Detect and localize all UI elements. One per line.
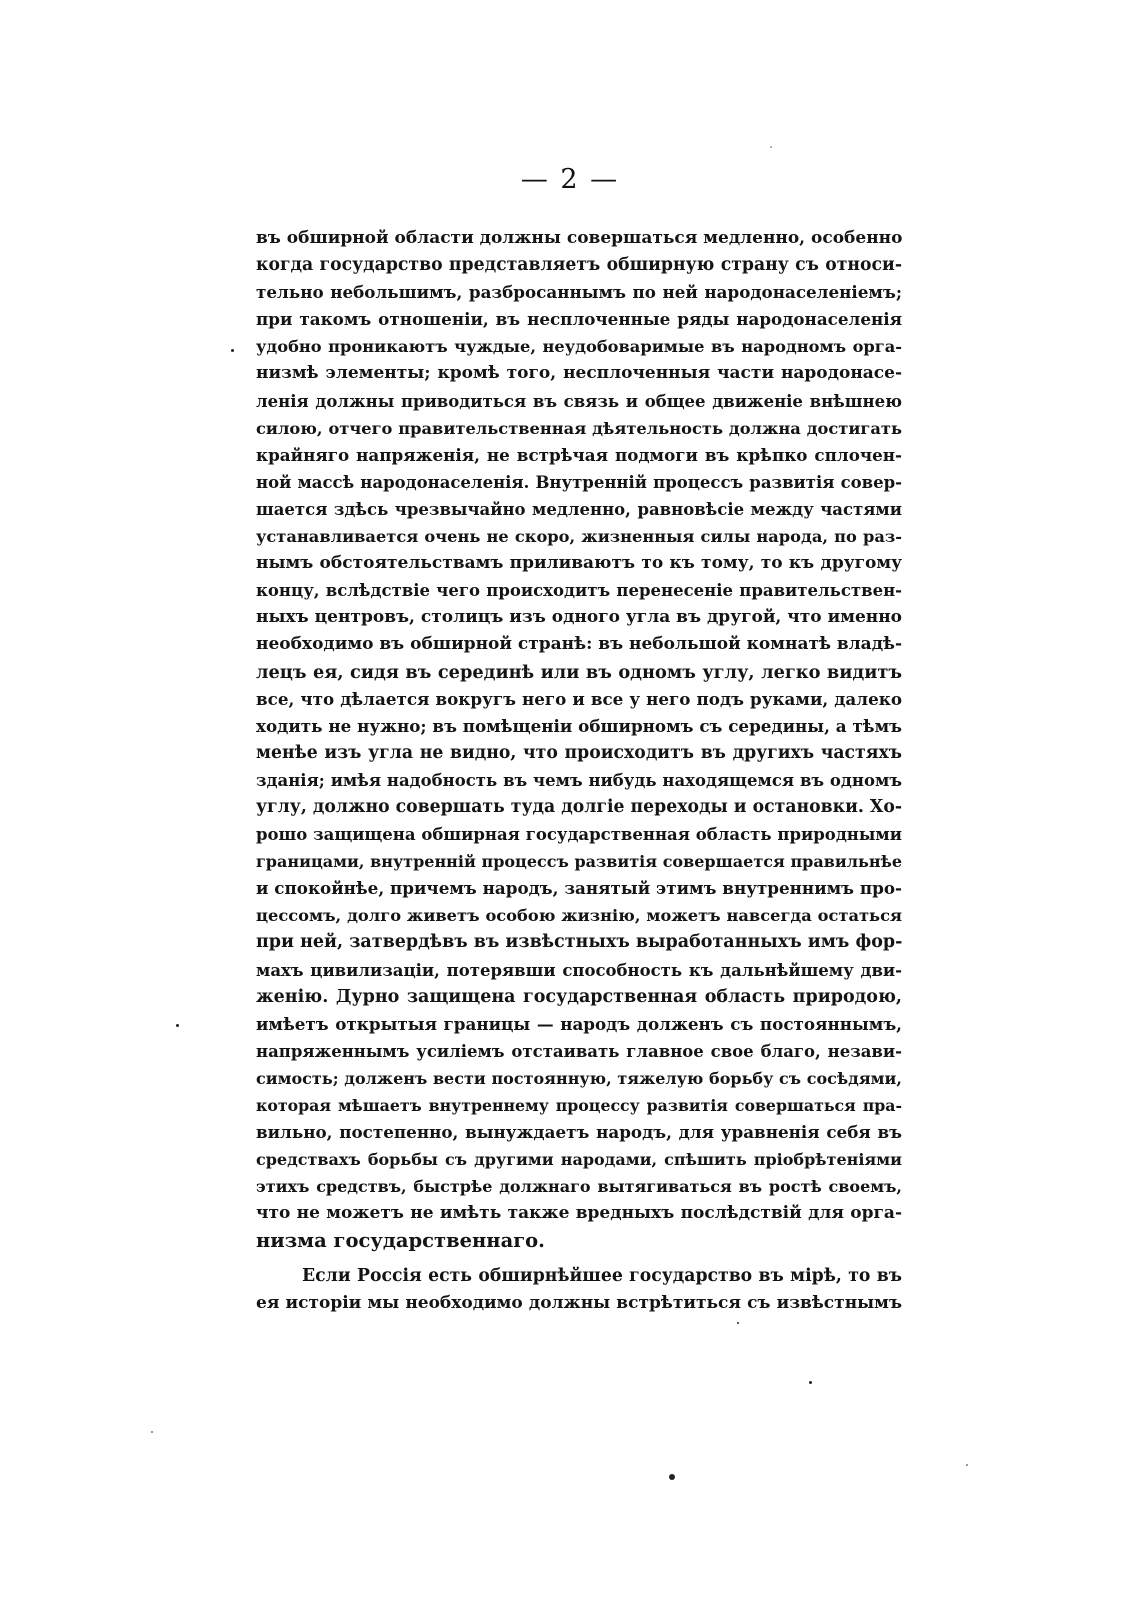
text-line: Если Россія есть обширнѣйшее государство въ мірѣ, то въ [302,1265,902,1286]
text-line: шается здѣсь чрезвычайно медленно, равновѣсіе между частями [256,499,902,519]
text-line: когда государство представляетъ обширную страну съ относи- [256,255,902,276]
text-line: все, что дѣлается вокругъ него и все у него подъ руками, далеко [256,688,902,709]
text-line: напряженнымъ усиліемъ отстаивать главное свое благо, незави- [256,1041,902,1061]
text-line: и спокойнѣе, причемъ народъ, занятый этимъ внутреннимъ про- [256,878,902,899]
text-line: необходимо въ обширной странѣ: въ небольшой комнатѣ владѣ- [256,634,903,655]
text-line: границами, внутренній процессъ развитія совершается правильнѣе [256,852,902,872]
text-line: ходить не нужно; въ помѣщеніи обширномъ съ середины, а тѣмъ [256,715,902,736]
text-line: крайняго напряженія, не встрѣчая подмоги въ крѣпко сплочен- [256,444,902,465]
text-line: цессомъ, долго живетъ особою жизнію, можетъ навсегда остаться [256,906,902,926]
text-line: углу, должно совершать туда долгіе переходы и остановки. Хо- [256,796,902,817]
text-line: махъ цивилизаціи, потерявши способность къ дальнѣйшему дви- [256,960,902,980]
text-line: лецъ ея, сидя въ серединѣ или въ одномъ углу, легко видитъ [256,661,902,683]
page-number: — 2 — [520,164,620,195]
text-line: средствахъ борьбы съ другими народами, спѣшить пріобрѣтеніями [256,1150,902,1170]
paragraph-gap [256,1255,902,1263]
text-line: ея исторіи мы необходимо должны встрѣтиться съ извѣстнымъ [256,1292,902,1313]
scan-speck [737,1322,739,1324]
text-line: женію. Дурно защищена государственная область природою, [256,986,902,1007]
text-line: тельно небольшимъ, разбросаннымъ по ней народонаселеніемъ; [256,282,902,303]
text-line: удобно проникаютъ чуждые, неудобоваримые въ народномъ орга- [256,337,902,357]
text-line: силою, отчего правительственная дѣятельность должна достигать [256,418,902,438]
scan-speck [809,1381,812,1384]
paragraph [256,225,902,1255]
text-line: низма государственнаго. [256,1229,545,1253]
text-line: что не можетъ не имѣть также вредныхъ послѣдствій для орга- [256,1203,902,1224]
body-text [256,225,902,1317]
text-line: нымъ обстоятельствамъ приливаютъ то къ тому, то къ другому [256,553,902,574]
paragraph [256,1263,902,1317]
text-line: устанавливается очень не скоро, жизненныя силы народа, по раз- [256,527,902,547]
text-line: ной массѣ народонаселенія. Внутренній процессъ развитія совер- [256,472,902,492]
text-line: имѣетъ открытыя границы — народъ долженъ съ постояннымъ, [256,1013,902,1034]
text-line: вильно, постепенно, вынуждаетъ народъ, для уравненія себя въ [256,1122,902,1143]
text-line: концу, вслѣдствіе чего происходитъ перенесеніе правительствен- [256,581,902,601]
text-line: при ней, затвердѣвъ въ извѣстныхъ выработанныхъ имъ фор- [256,932,903,953]
text-line: которая мѣшаетъ внутреннему процессу развитія совершаться пра- [256,1096,902,1115]
text-line: симость; долженъ вести постоянную, тяжелую борьбу съ сосѣдями, [256,1068,902,1088]
text-line: зданія; имѣя надобность въ чемъ нибудь находящемся въ одномъ [256,770,902,790]
scan-speck [966,1464,968,1466]
text-line: ленія должны приводиться въ связь и общее движеніе внѣшнею [256,391,902,411]
scan-speck [669,1474,675,1480]
scan-speck [770,146,772,148]
text-line: рошо защищена обширная государственная область природными [256,825,902,845]
text-line: ныхъ центровъ, столицъ изъ одного угла въ другой, что именно [256,607,902,628]
text-line: въ обширной области должны совершаться медленно, особенно [256,228,903,248]
scan-speck [151,1431,153,1433]
text-line: этихъ средствъ, быстрѣе должнаго вытягиваться въ ростѣ своемъ, [256,1177,902,1197]
scan-speck [231,349,234,352]
text-line: при такомъ отношеніи, въ несплоченные ряды народонаселенія [256,309,902,330]
text-line: менѣе изъ угла не видно, что происходитъ въ другихъ частяхъ [256,742,902,763]
scan-speck [176,1024,179,1027]
text-line: низмѣ элементы; кромѣ того, несплоченныя части народонасе- [256,363,902,384]
